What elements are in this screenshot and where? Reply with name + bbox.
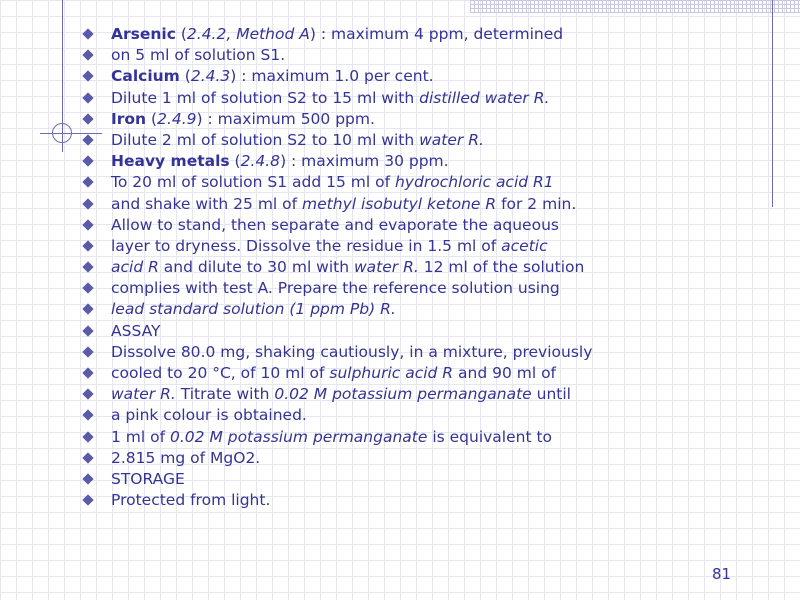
bullet-line <box>84 24 592 45</box>
text-run: 2.815 mg of MgO2. <box>111 448 261 467</box>
text-run: a pink colour is obtained. <box>111 406 307 425</box>
diamond-bullet-icon <box>82 71 93 82</box>
text-run: ( <box>175 25 187 43</box>
text-run: 1 ml of <box>111 427 170 446</box>
text-run: ( <box>146 109 158 128</box>
italic-term: distilled water R. <box>419 88 550 107</box>
italic-term: 2.4.9 <box>157 109 197 128</box>
italic-term: hydrochloric acid R1 <box>394 173 554 192</box>
bullet-line <box>84 384 592 405</box>
italic-term: acid R <box>111 258 159 277</box>
crosshair-circle-decoration <box>52 123 72 143</box>
diamond-bullet-icon <box>82 134 93 145</box>
diamond-bullet-icon <box>82 92 93 103</box>
bullet-line <box>84 130 592 151</box>
text-run: cooled to 20 °C, of 10 ml of <box>111 364 330 382</box>
bullet-line <box>84 299 592 320</box>
text-run: is equivalent to <box>427 427 553 446</box>
diamond-bullet-icon <box>82 283 93 294</box>
text-run: layer to dryness. Dissolve the residue in 1.5 ml of <box>111 236 502 255</box>
diamond-bullet-icon <box>82 346 93 357</box>
top-hatch-decoration <box>470 0 800 13</box>
italic-term: 0.02 M potassium permanganate <box>170 427 428 446</box>
bullet-list <box>84 24 592 511</box>
bullet-line <box>84 236 592 257</box>
text-run: ) : maximum 30 ppm. <box>280 152 449 171</box>
diamond-bullet-icon <box>82 261 93 272</box>
italic-term: sulphuric acid R <box>329 364 454 382</box>
bullet-line <box>84 88 592 109</box>
diamond-bullet-icon <box>82 367 93 378</box>
bullet-line <box>84 215 592 236</box>
text-run: Titrate with <box>175 385 275 404</box>
text-run: for 2 min. <box>496 194 577 213</box>
text-run: To 20 ml of solution S1 add 15 ml of <box>111 173 395 192</box>
text-run: and 90 ml of <box>453 364 557 382</box>
text-run: Protected from light. <box>111 491 271 510</box>
italic-term: water R. <box>111 385 176 404</box>
diamond-bullet-icon <box>82 155 93 166</box>
diamond-bullet-icon <box>82 494 93 505</box>
text-run: until <box>531 385 571 404</box>
diamond-bullet-icon <box>82 50 93 61</box>
diamond-bullet-icon <box>82 304 93 315</box>
bullet-line <box>84 172 592 193</box>
italic-term: water R. <box>419 130 484 149</box>
bullet-line <box>84 469 592 490</box>
text-run: and dilute to 30 ml with <box>158 258 354 277</box>
text-run: ( <box>179 67 191 86</box>
bold-term: Calcium <box>111 67 180 86</box>
bullet-line <box>84 342 592 363</box>
italic-term: 0.02 M potassium permanganate <box>274 385 532 404</box>
diamond-bullet-icon <box>82 452 93 463</box>
text-run: ) : maximum 500 ppm. <box>196 109 375 128</box>
page-number: 81 <box>712 565 732 583</box>
bullet-line <box>84 109 592 130</box>
diamond-bullet-icon <box>82 410 93 421</box>
bullet-line <box>84 363 592 384</box>
text-run: ( <box>229 152 241 171</box>
italic-term: 2.4.3 <box>190 67 231 86</box>
text-run: Dissolve 80.0 mg, shaking cautiously, in a mixture, previously <box>111 342 593 361</box>
diamond-bullet-icon <box>82 325 93 336</box>
italic-term: water R. <box>354 258 419 277</box>
bullet-line <box>84 45 592 66</box>
diamond-bullet-icon <box>82 28 93 39</box>
bullet-line <box>84 257 592 278</box>
italic-term: 2.4.8 <box>240 152 281 171</box>
text-run: Allow to stand, then separate and evaporate the aqueous <box>111 215 559 234</box>
bullet-line <box>84 194 592 215</box>
text-run: Dilute 1 ml of solution S2 to 15 ml with <box>111 88 420 107</box>
text-run: Dilute 2 ml of solution S2 to 10 ml with <box>111 130 420 149</box>
diamond-bullet-icon <box>82 473 93 484</box>
bullet-line <box>84 278 592 299</box>
diamond-bullet-icon <box>82 219 93 230</box>
diamond-bullet-icon <box>82 113 93 124</box>
bullet-line <box>84 490 592 511</box>
text-run: ) : maximum 4 ppm, determined <box>309 25 564 43</box>
bullet-line <box>84 321 592 342</box>
text-run: STORAGE <box>111 469 185 488</box>
italic-term: 2.4.2, Method A <box>186 25 310 43</box>
text-run: and shake with 25 ml of <box>111 194 303 213</box>
bold-term: Arsenic <box>111 25 176 43</box>
right-vertical-rule <box>772 0 773 207</box>
text-run: ASSAY <box>111 321 161 340</box>
diamond-bullet-icon <box>82 431 93 442</box>
bullet-line <box>84 405 592 426</box>
italic-term: acetic <box>501 236 548 255</box>
text-run: complies with test A. Prepare the reference solution using <box>111 279 560 298</box>
text-run: ) : maximum 1.0 per cent. <box>230 67 434 86</box>
diamond-bullet-icon <box>82 240 93 251</box>
bullet-line <box>84 427 592 448</box>
bold-term: Heavy metals <box>111 152 230 171</box>
diamond-bullet-icon <box>82 198 93 209</box>
bullet-line <box>84 151 592 172</box>
bold-term: Iron <box>111 109 147 128</box>
italic-term: methyl isobutyl ketone R <box>302 194 497 213</box>
text-run: 12 ml of the solution <box>418 258 585 277</box>
diamond-bullet-icon <box>82 389 93 400</box>
text-run: on 5 ml of solution S1. <box>111 46 286 65</box>
bullet-line <box>84 66 592 87</box>
diamond-bullet-icon <box>82 177 93 188</box>
bullet-line <box>84 448 592 469</box>
italic-term: lead standard solution (1 ppm Pb) R. <box>111 300 396 319</box>
